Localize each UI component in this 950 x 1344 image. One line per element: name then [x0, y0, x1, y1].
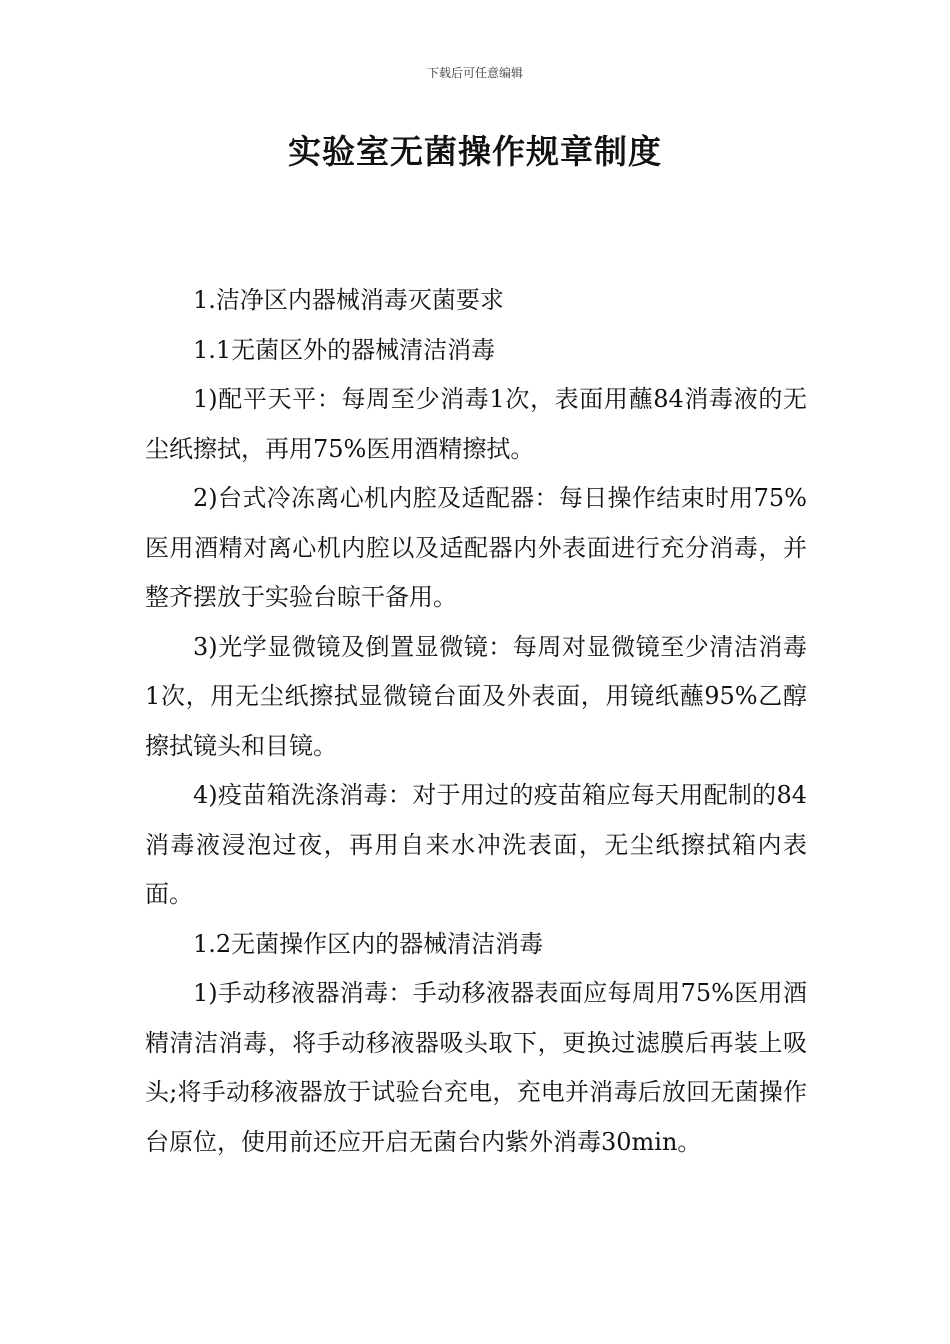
- body-paragraph: 1)配平天平：每周至少消毒1次，表面用蘸84消毒液的无尘纸擦拭，再用75%医用酒精擦拭。: [145, 385, 807, 463]
- header-note: 下载后可任意编辑: [426, 66, 523, 80]
- document-body: [145, 276, 807, 1167]
- document-title: 实验室无菌操作规章制度: [288, 132, 662, 171]
- body-paragraph: 1)手动移液器消毒：手动移液器表面应每周用75%医用酒精清洁消毒，将手动移液器吸头取下，更换过滤膜后再装上吸头;将手动移液器放于试验台充电，充电并消毒后放回无菌操作台原位，使用前还应开启无菌台内紫外消毒30min。: [145, 979, 807, 1156]
- section-heading: 1.洁净区内器械消毒灭菌要求: [193, 286, 504, 314]
- body-paragraph: 2)台式冷冻离心机内腔及适配器：每日操作结束时用75%医用酒精对离心机内腔以及适配器内外表面进行充分消毒，并整齐摆放于实验台晾干备用。: [145, 484, 807, 611]
- subsection-heading: 1.1无菌区外的器械清洁消毒: [193, 335, 496, 364]
- body-paragraph: 3)光学显微镜及倒置显微镜：每周对显微镜至少清洁消毒1次，用无尘纸擦拭显微镜台面及外表面，用镜纸蘸95%乙醇擦拭镜头和目镜。: [145, 632, 807, 760]
- body-paragraph: 4)疫苗箱洗涤消毒：对于用过的疫苗箱应每天用配制的84消毒液浸泡过夜，再用自来水冲洗表面，无尘纸擦拭箱内表面。: [145, 781, 807, 908]
- subsection-heading: 1.2无菌操作区内的器械清洁消毒: [193, 929, 544, 958]
